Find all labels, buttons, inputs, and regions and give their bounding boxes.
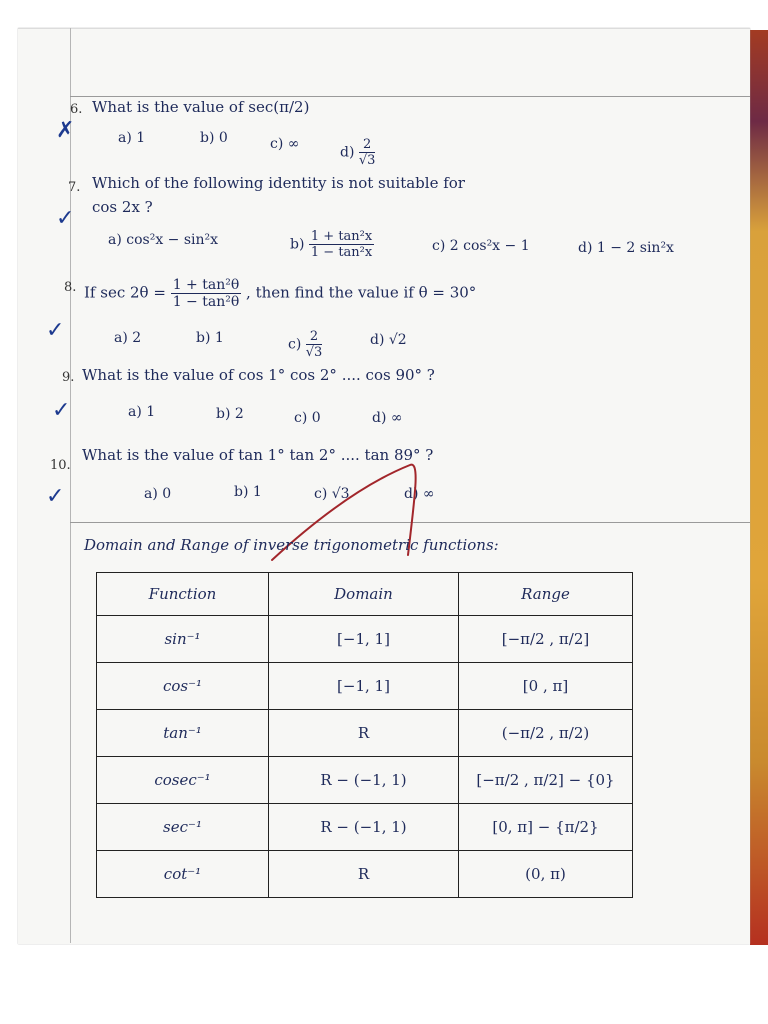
option-b [290, 230, 374, 259]
table-row [97, 616, 633, 663]
check-mark-icon: ✓ [56, 206, 75, 231]
question-text-line: If sec 2θ = $\frac{\text{1 + tan²θ}}{\text{1 − tan²θ}}$ , then find the value if θ = 30° [84, 277, 477, 310]
option: c) √3 [314, 486, 350, 502]
domain-cell: R [269, 710, 459, 757]
option: a) 1 [118, 130, 146, 146]
option: b) 1 [234, 484, 262, 500]
table-row [97, 663, 633, 710]
function-cell: cosec⁻¹ [97, 757, 269, 804]
function-cell: cos⁻¹ [97, 663, 269, 710]
function-cell: sin⁻¹ [97, 616, 269, 663]
top-rule [70, 96, 750, 97]
table-row [97, 851, 633, 898]
option: b) 2 [216, 406, 244, 422]
domain-cell: R − (−1, 1) [269, 757, 459, 804]
check-mark-icon: ✓ [46, 318, 65, 343]
option: d) ∞ [372, 410, 403, 426]
range-cell: [0, π] − {π/2} [459, 804, 633, 851]
option-c [288, 330, 322, 359]
question-number: 9. [62, 370, 75, 385]
option: d) √2 [370, 332, 407, 348]
option: a) 1 [128, 404, 156, 420]
option: c) 2 cos²x − 1 [432, 238, 530, 254]
header-domain: Domain [269, 573, 459, 616]
question-text: What is the value of cos 1° cos 2° .... cos 90° ? [82, 366, 435, 384]
header-range: Range [459, 573, 633, 616]
domain-cell: R [269, 851, 459, 898]
question-text: What is the value of tan 1° tan 2° .... tan 89° ? [82, 446, 434, 464]
range-cell: [−π/2 , π/2] − {0} [459, 757, 633, 804]
domain-cell: R − (−1, 1) [269, 804, 459, 851]
option: a) 2 [114, 330, 142, 346]
option: a) 0 [144, 486, 172, 502]
fraction: $\frac{\text{1 + tan²x}}{\text{1 − tan²x}}$ [310, 229, 373, 260]
domain-cell: [−1, 1] [269, 663, 459, 710]
option-label: b) [290, 236, 305, 253]
option: a) cos²x − sin²x [108, 232, 219, 248]
table-header-row [97, 573, 633, 616]
question-number: 7. [68, 180, 81, 195]
header-function: Function [97, 573, 269, 616]
function-cell: tan⁻¹ [97, 710, 269, 757]
background-edge [750, 30, 768, 945]
question-number: 10. [50, 458, 71, 473]
section-title: Domain and Range of inverse trigonometric functions: [84, 536, 499, 554]
option-label: d) [340, 144, 355, 161]
question-text-line2: cos 2x ? [92, 198, 153, 216]
question-number: 8. [64, 280, 77, 295]
domain-cell: [−1, 1] [269, 616, 459, 663]
range-cell: [−π/2 , π/2] [459, 616, 633, 663]
option: b) 0 [200, 130, 228, 146]
fraction: $\frac{2}{√3}$ [358, 137, 376, 168]
function-cell: sec⁻¹ [97, 804, 269, 851]
option: c) 0 [294, 410, 321, 426]
cross-mark-icon: ✗ [56, 118, 75, 143]
table-row [97, 710, 633, 757]
range-cell: (−π/2 , π/2) [459, 710, 633, 757]
option: c) ∞ [270, 136, 300, 152]
domain-range-table [96, 572, 633, 898]
range-cell: [0 , π] [459, 663, 633, 710]
option: b) 1 [196, 330, 224, 346]
check-mark-icon: ✓ [46, 484, 65, 509]
table-row [97, 757, 633, 804]
table-row [97, 804, 633, 851]
function-cell: cot⁻¹ [97, 851, 269, 898]
check-mark-icon: ✓ [52, 398, 71, 423]
question-number: 6. [70, 102, 83, 117]
question-text: What is the value of sec(π/2) [92, 98, 310, 116]
range-cell: (0, π) [459, 851, 633, 898]
margin-line [70, 28, 71, 943]
option: d) 1 − 2 sin²x [578, 240, 674, 256]
option: d) ∞ [404, 486, 435, 502]
option-label: c) [288, 336, 302, 353]
fraction: $\frac{2}{√3}$ [305, 329, 323, 360]
fraction: $\frac{\text{1 + tan²θ}}{\text{1 − tan²θ}}$ [172, 277, 240, 310]
question-text-line1: Which of the following identity is not suitable for [92, 174, 465, 192]
option-d [340, 138, 375, 167]
